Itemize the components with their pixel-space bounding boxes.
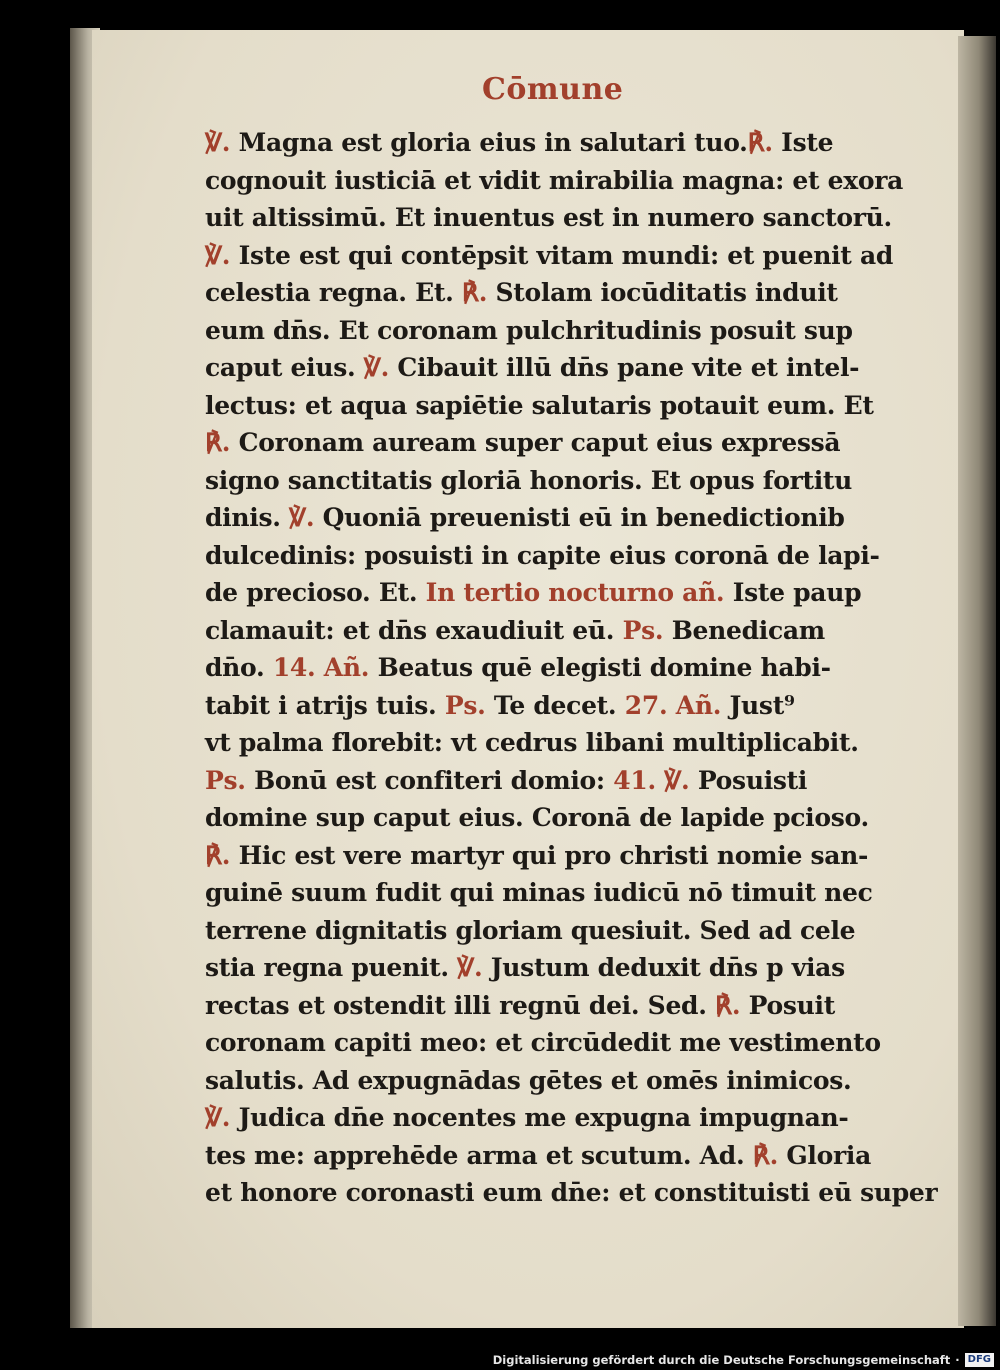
body-text: Iste [781, 128, 834, 157]
text-line [205, 1062, 955, 1100]
text-line [205, 799, 955, 837]
rubric-text: Ps. [444, 690, 494, 720]
rubric-text: Ps. [205, 765, 255, 795]
dfg-logo: DFG [965, 1353, 994, 1367]
body-text: Posuit [748, 990, 835, 1020]
body-text: et honore coronasti eum dn̄e: et constituisti eū super [205, 1178, 938, 1207]
body-text: Quoniā preuenisti eū in benedictionib [322, 503, 845, 532]
text-line [205, 1099, 955, 1137]
rubric-text: ℟. [715, 990, 749, 1020]
text-line [205, 499, 955, 537]
body-text: Benedicam [671, 615, 825, 645]
body-text: clamauit: et dn̄s exaudiuit eū. [205, 615, 623, 645]
text-line [205, 424, 955, 462]
rubric-text: ℣. [363, 353, 398, 382]
text-line [205, 462, 955, 500]
rubric-text: ℣. [205, 240, 239, 270]
text-line [205, 1174, 955, 1212]
body-text: rectas et ostendit illi regnū dei. Sed. [205, 990, 716, 1020]
text-line [205, 912, 955, 950]
rubric-text: ℣. [289, 503, 323, 532]
body-text: Judica dn̄e nocentes me expugna impugnan- [238, 1103, 849, 1132]
body-text: vt palma florebit: vt cedrus libani multiplicabit. [205, 728, 859, 757]
rubric-text: In tertio nocturno añ. [425, 578, 733, 607]
text-line [205, 762, 955, 800]
body-text: Stolam iocūditatis induit [495, 278, 838, 307]
body-text: Justum deduxit dn̄s p vias [490, 953, 845, 982]
body-text: Iste paup [732, 578, 862, 607]
body-text: Gloria [786, 1140, 871, 1170]
rubric-text: 41. ℣. [613, 765, 698, 795]
footer [493, 1353, 994, 1367]
text-line [205, 1137, 955, 1175]
text-line [205, 162, 955, 200]
text-line [205, 199, 955, 237]
body-text: Magna est gloria eius in salutari tuo. [238, 128, 748, 157]
body-text: Just⁹ [729, 690, 795, 720]
separator: · [955, 1353, 960, 1367]
body-text: Iste est qui contēpsit vitam mundi: et puenit ad [238, 240, 894, 270]
body-text: dn̄o. [205, 653, 273, 682]
text-line [205, 837, 955, 875]
running-head: Cōmune [482, 72, 624, 107]
body-text: salutis. Ad expugnādas gētes et omēs inimicos. [205, 1065, 852, 1095]
text-line [205, 649, 955, 687]
body-text: Coronam auream super caput eius expressā [238, 428, 841, 457]
body-text: stia regna puenit. [205, 953, 458, 982]
text-line [205, 874, 955, 912]
text-line [205, 949, 955, 987]
body-text: Posuisti [697, 765, 808, 795]
body-text: lectus: et aqua sapiētie salutaris potauit eum. Et [205, 390, 874, 420]
rubric-text: ℟. [205, 840, 239, 870]
body-text: caput eius. [205, 353, 364, 382]
text-line [205, 312, 955, 350]
rubric-text: ℣. [205, 128, 239, 157]
body-text: Beatus quē elegisti domine habi- [377, 653, 831, 682]
body-text: Cibauit illū dn̄s pane vite et intel- [397, 353, 860, 382]
body-text: dinis. [205, 503, 290, 532]
text-line [205, 237, 955, 275]
rubric-text: ℣. [205, 1103, 239, 1132]
rubric-text: ℣. [457, 953, 491, 982]
body-text: de precioso. Et. [205, 578, 426, 607]
rubric-text: ℟. [752, 1140, 787, 1170]
body-text: domine sup caput eius. Coronā de lapide pcioso. [205, 803, 869, 832]
text-line [205, 612, 955, 650]
body-text: terrene dignitatis gloriam quesiuit. Sed ad cele [205, 915, 856, 945]
body-text: uit altissimū. Et inuentus est in numero sanctorū. [205, 203, 892, 232]
rubric-text: Ps. [622, 615, 672, 645]
text-line [205, 537, 955, 575]
text-line [205, 987, 955, 1025]
book-edge-right [958, 36, 996, 1326]
rubric-text: ℟. [205, 428, 239, 457]
body-text: Hic est vere martyr qui pro christi nomie san- [238, 840, 869, 870]
rubric-text: 14. Añ. [272, 653, 378, 682]
body-text: coronam capiti meo: et circūdedit me vestimento [205, 1028, 881, 1057]
text-line [205, 574, 955, 612]
funding-credit: Digitalisierung gefördert durch die Deutsche Forschungsgemeinschaft [492, 1353, 951, 1367]
rubric-text: 27. Añ. [624, 690, 730, 720]
body-text: tabit i atrijs tuis. [205, 690, 445, 720]
body-text: dulcedinis: posuisti in capite eius coronā de lapi- [205, 540, 880, 570]
body-text: cognouit iusticiā et vidit mirabilia magna: et exora [205, 165, 904, 195]
body-text: Bonū est confiteri domio: [254, 765, 614, 795]
text-line [205, 124, 955, 162]
body-text: guinē suum fudit qui minas iudicū nō timuit nec [205, 878, 873, 907]
body-text: eum dn̄s. Et coronam pulchritudinis posuit sup [205, 315, 853, 345]
text-block [205, 124, 955, 1212]
text-line [205, 274, 955, 312]
text-line [205, 1024, 955, 1062]
text-line [205, 387, 955, 425]
rubric-text: ℟. [461, 278, 496, 307]
body-text: Te decet. [493, 690, 625, 720]
text-line [205, 724, 955, 762]
body-text: tes me: apprehēde arma et scutum. Ad. [205, 1140, 753, 1170]
rubric-text: ℟. [747, 128, 782, 157]
body-text: signo sanctitatis gloriā honoris. Et opus fortitu [205, 465, 853, 495]
text-line [205, 687, 955, 725]
text-line [205, 349, 955, 387]
body-text: celestia regna. Et. [205, 278, 462, 307]
